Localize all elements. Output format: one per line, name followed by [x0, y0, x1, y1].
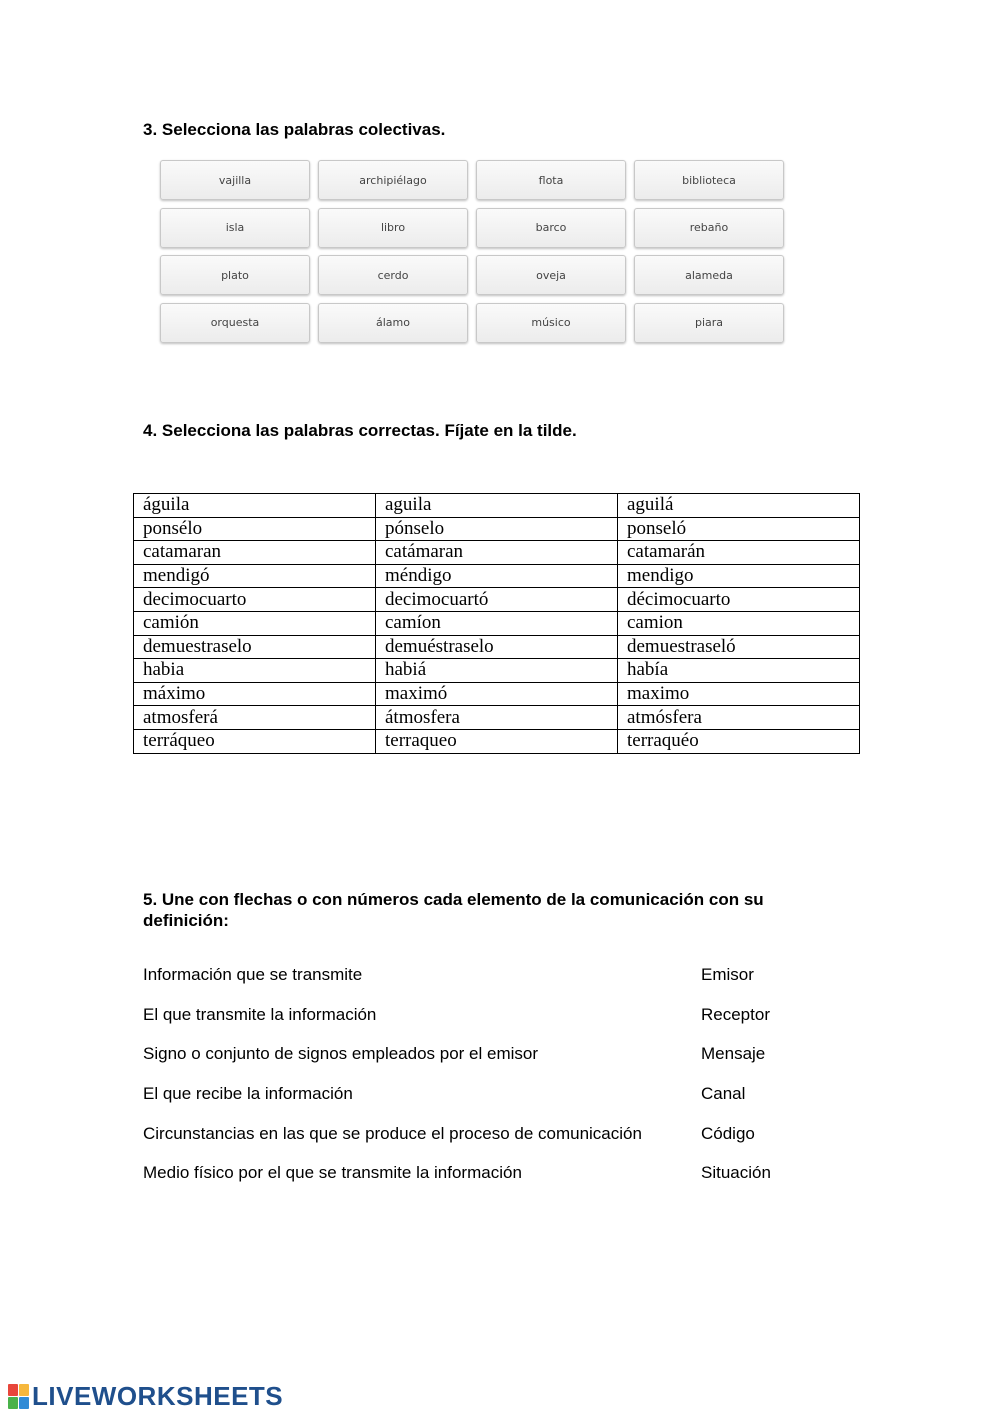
match-row: [143, 1043, 843, 1065]
match-row: [143, 964, 843, 986]
logo-block: [8, 1384, 18, 1396]
word-option-cell[interactable]: mendigo: [618, 564, 860, 588]
word-option-cell[interactable]: demuestraseló: [618, 635, 860, 659]
term-text[interactable]: Situación: [701, 1163, 771, 1182]
word-option-cell[interactable]: camíon: [376, 611, 618, 635]
word-button[interactable]: biblioteca: [634, 160, 784, 200]
word-button[interactable]: plato: [160, 255, 310, 295]
word-option-cell[interactable]: mendigó: [134, 564, 376, 588]
word-option-cell[interactable]: maximó: [376, 682, 618, 706]
word-option-cell[interactable]: aguilá: [618, 494, 860, 518]
match-row: [143, 1162, 843, 1184]
question-3-title: 3. Selecciona las palabras colectivas.: [143, 120, 446, 139]
word-button[interactable]: orquesta: [160, 303, 310, 343]
table-row: [134, 517, 860, 541]
word-option-cell[interactable]: terraquéo: [618, 729, 860, 753]
word-button[interactable]: alameda: [634, 255, 784, 295]
question-4-title: 4. Selecciona las palabras correctas. Fíjate en la tilde.: [143, 421, 577, 440]
word-button[interactable]: vajilla: [160, 160, 310, 200]
word-option-cell[interactable]: ponsélo: [134, 517, 376, 541]
word-button[interactable]: barco: [476, 208, 626, 248]
definition-text[interactable]: El que recibe la información: [143, 1084, 353, 1103]
accent-words-table: [133, 493, 860, 754]
table-row: [134, 494, 860, 518]
word-option-cell[interactable]: águila: [134, 494, 376, 518]
word-button[interactable]: oveja: [476, 255, 626, 295]
word-option-cell[interactable]: méndigo: [376, 564, 618, 588]
word-button[interactable]: libro: [318, 208, 468, 248]
word-option-cell[interactable]: habiá: [376, 659, 618, 683]
word-button[interactable]: álamo: [318, 303, 468, 343]
logo-blocks-icon: [8, 1384, 29, 1409]
term-text[interactable]: Canal: [701, 1084, 746, 1103]
word-option-cell[interactable]: camión: [134, 611, 376, 635]
collective-words-grid: [160, 160, 784, 343]
word-option-cell[interactable]: terraqueo: [376, 729, 618, 753]
definition-text[interactable]: El que transmite la información: [143, 1005, 377, 1024]
word-option-cell[interactable]: máximo: [134, 682, 376, 706]
match-row: [143, 1123, 843, 1145]
word-option-cell[interactable]: atmosferá: [134, 706, 376, 730]
word-option-cell[interactable]: demuéstraselo: [376, 635, 618, 659]
table-row: [134, 611, 860, 635]
definition-text[interactable]: Signo o conjunto de signos empleados por el emisor: [143, 1044, 539, 1063]
word-option-cell[interactable]: maximo: [618, 682, 860, 706]
logo-text: LIVEWORKSHEETS: [32, 1380, 284, 1411]
word-option-cell[interactable]: terráqueo: [134, 729, 376, 753]
table-row: [134, 706, 860, 730]
logo-block: [8, 1397, 18, 1409]
word-button[interactable]: músico: [476, 303, 626, 343]
word-option-cell[interactable]: pónselo: [376, 517, 618, 541]
word-option-cell[interactable]: catamaran: [134, 541, 376, 565]
word-button[interactable]: archipiélago: [318, 160, 468, 200]
table-row: [134, 541, 860, 565]
word-option-cell[interactable]: demuestraselo: [134, 635, 376, 659]
word-button[interactable]: isla: [160, 208, 310, 248]
term-text[interactable]: Emisor: [701, 965, 754, 984]
word-option-cell[interactable]: había: [618, 659, 860, 683]
term-text[interactable]: Receptor: [701, 1005, 770, 1024]
table-row: [134, 659, 860, 683]
table-row: [134, 564, 860, 588]
term-text[interactable]: Código: [701, 1124, 755, 1143]
word-option-cell[interactable]: habia: [134, 659, 376, 683]
logo-block: [19, 1397, 29, 1409]
logo-block: [19, 1384, 29, 1396]
word-button[interactable]: flota: [476, 160, 626, 200]
definition-text[interactable]: Información que se transmite: [143, 965, 363, 984]
definition-text[interactable]: Circunstancias en las que se produce el proceso de comunicación: [143, 1124, 642, 1143]
word-option-cell[interactable]: camion: [618, 611, 860, 635]
question-5-title: 5. Une con flechas o con números cada elemento de la comunicación con su definición:: [143, 890, 764, 930]
word-button[interactable]: rebaño: [634, 208, 784, 248]
word-option-cell[interactable]: décimocuarto: [618, 588, 860, 612]
word-option-cell[interactable]: atmósfera: [618, 706, 860, 730]
word-button[interactable]: piara: [634, 303, 784, 343]
definition-text[interactable]: Medio físico por el que se transmite la información: [143, 1163, 522, 1182]
word-option-cell[interactable]: átmosfera: [376, 706, 618, 730]
word-option-cell[interactable]: decimocuarto: [134, 588, 376, 612]
liveworksheets-logo: [8, 1381, 283, 1411]
match-row: [143, 1004, 843, 1026]
term-text[interactable]: Mensaje: [701, 1044, 766, 1063]
table-row: [134, 729, 860, 753]
word-option-cell[interactable]: catamarán: [618, 541, 860, 565]
table-row: [134, 635, 860, 659]
match-row: [143, 1083, 843, 1105]
table-row: [134, 682, 860, 706]
table-row: [134, 588, 860, 612]
word-option-cell[interactable]: decimocuartó: [376, 588, 618, 612]
word-option-cell[interactable]: catámaran: [376, 541, 618, 565]
word-option-cell[interactable]: ponseló: [618, 517, 860, 541]
word-button[interactable]: cerdo: [318, 255, 468, 295]
word-option-cell[interactable]: aguila: [376, 494, 618, 518]
